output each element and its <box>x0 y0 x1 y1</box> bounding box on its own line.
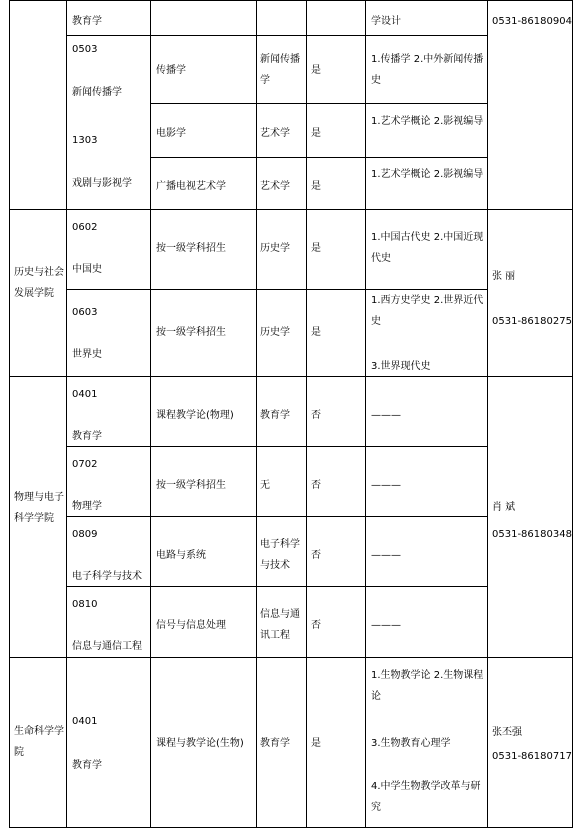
major-code: 1303 <box>72 135 98 146</box>
exam-subject: 电子科学与技术 <box>260 539 300 571</box>
major-code: 0809 <box>72 529 98 540</box>
major-name: 信息与通信工程 <box>72 641 142 652</box>
contact-name: 张 丽 <box>492 271 516 282</box>
exam-description: ——— <box>371 620 401 631</box>
exam-description: 1.传播学 2.中外新闻传播史 <box>371 54 484 86</box>
exam-description: 3.生物教育心理学 <box>371 738 451 749</box>
exam-subject: 信息与通讯工程 <box>260 609 300 641</box>
exam-description: 学设计 <box>371 16 401 27</box>
exam-required: 是 <box>311 181 321 192</box>
contact-phone: 0531-86180348 <box>492 529 572 540</box>
college-name: 生命科学学院 <box>14 726 64 758</box>
research-direction: 信号与信息处理 <box>156 620 226 631</box>
row-border <box>150 157 487 158</box>
research-direction: 按一级学科招生 <box>156 480 226 491</box>
research-direction: 电路与系统 <box>156 550 206 561</box>
exam-description: 4.中学生物教学改革与研究 <box>371 781 481 813</box>
exam-required: 否 <box>311 550 321 561</box>
row-border <box>66 446 487 447</box>
major-code: 0602 <box>72 222 98 233</box>
row-border <box>66 516 487 517</box>
exam-subject: 新闻传播学 <box>260 54 300 86</box>
major-code: 0810 <box>72 599 98 610</box>
col-border <box>487 0 488 828</box>
major-code: 0401 <box>72 716 98 727</box>
exam-description: 1.西方史学史 2.世界近代史 <box>371 295 484 327</box>
exam-description: ——— <box>371 480 401 491</box>
major-name: 新闻传播学 <box>72 87 122 98</box>
row-border <box>9 827 573 828</box>
row-border <box>9 657 573 658</box>
col-border <box>150 0 151 828</box>
major-name: 教育学 <box>72 760 102 771</box>
exam-required: 否 <box>311 410 321 421</box>
major-name: 电子科学与技术 <box>72 571 142 582</box>
major-name: 世界史 <box>72 349 102 360</box>
contact-phone: 0531-86180904 <box>492 16 572 27</box>
row-border <box>9 209 573 210</box>
major-name: 戏剧与影视学 <box>72 178 132 189</box>
exam-subject: 教育学 <box>260 738 290 749</box>
exam-subject: 历史学 <box>260 327 290 338</box>
exam-description: 1.艺术学概论 2.影视编导 <box>371 116 484 127</box>
exam-required: 是 <box>311 327 321 338</box>
exam-required: 否 <box>311 480 321 491</box>
research-direction: 课程教学论(物理) <box>156 410 234 421</box>
major-code: 0702 <box>72 459 98 470</box>
major-name: 物理学 <box>72 501 102 512</box>
research-direction: 电影学 <box>156 128 186 139</box>
major-name: 教育学 <box>72 431 102 442</box>
major-code: 0603 <box>72 307 98 318</box>
col-border <box>66 0 67 828</box>
contact-phone: 0531-86180275 <box>492 316 572 327</box>
exam-subject: 艺术学 <box>260 181 290 192</box>
research-direction: 按一级学科招生 <box>156 243 226 254</box>
exam-subject: 教育学 <box>260 410 290 421</box>
exam-required: 是 <box>311 128 321 139</box>
research-direction: 传播学 <box>156 65 186 76</box>
col-border <box>572 0 573 828</box>
research-direction: 课程与教学论(生物) <box>156 738 244 749</box>
exam-subject: 无 <box>260 480 270 491</box>
contact-phone: 0531-86180717 <box>492 751 572 762</box>
exam-subject: 艺术学 <box>260 128 290 139</box>
exam-description: 1.艺术学概论 2.影视编导 <box>371 169 484 180</box>
research-direction: 按一级学科招生 <box>156 327 226 338</box>
exam-description: 1.中国古代史 2.中国近现代史 <box>371 232 484 264</box>
col-border <box>256 0 257 828</box>
exam-required: 是 <box>311 65 321 76</box>
exam-description: 3.世界现代史 <box>371 361 431 372</box>
col-border <box>365 0 366 828</box>
college-name: 物理与电子科学学院 <box>14 492 64 524</box>
exam-description: 1.生物教学论 2.生物课程论 <box>371 670 484 702</box>
exam-description: ——— <box>371 410 401 421</box>
col-border <box>306 0 307 828</box>
major-code: 0401 <box>72 389 98 400</box>
row-border <box>9 0 573 1</box>
college-name: 历史与社会发展学院 <box>14 267 64 299</box>
row-border <box>150 103 487 104</box>
research-direction: 广播电视艺术学 <box>156 181 226 192</box>
major-name: 教育学 <box>72 16 102 27</box>
exam-required: 是 <box>311 738 321 749</box>
contact-name: 肖 斌 <box>492 502 516 513</box>
exam-description: ——— <box>371 550 401 561</box>
contact-name: 张丕强 <box>492 727 522 738</box>
col-border <box>9 0 10 828</box>
row-border <box>66 35 487 36</box>
major-name: 中国史 <box>72 264 102 275</box>
major-code: 0503 <box>72 44 98 55</box>
exam-subject: 历史学 <box>260 243 290 254</box>
row-border <box>9 376 573 377</box>
exam-required: 是 <box>311 243 321 254</box>
exam-required: 否 <box>311 620 321 631</box>
